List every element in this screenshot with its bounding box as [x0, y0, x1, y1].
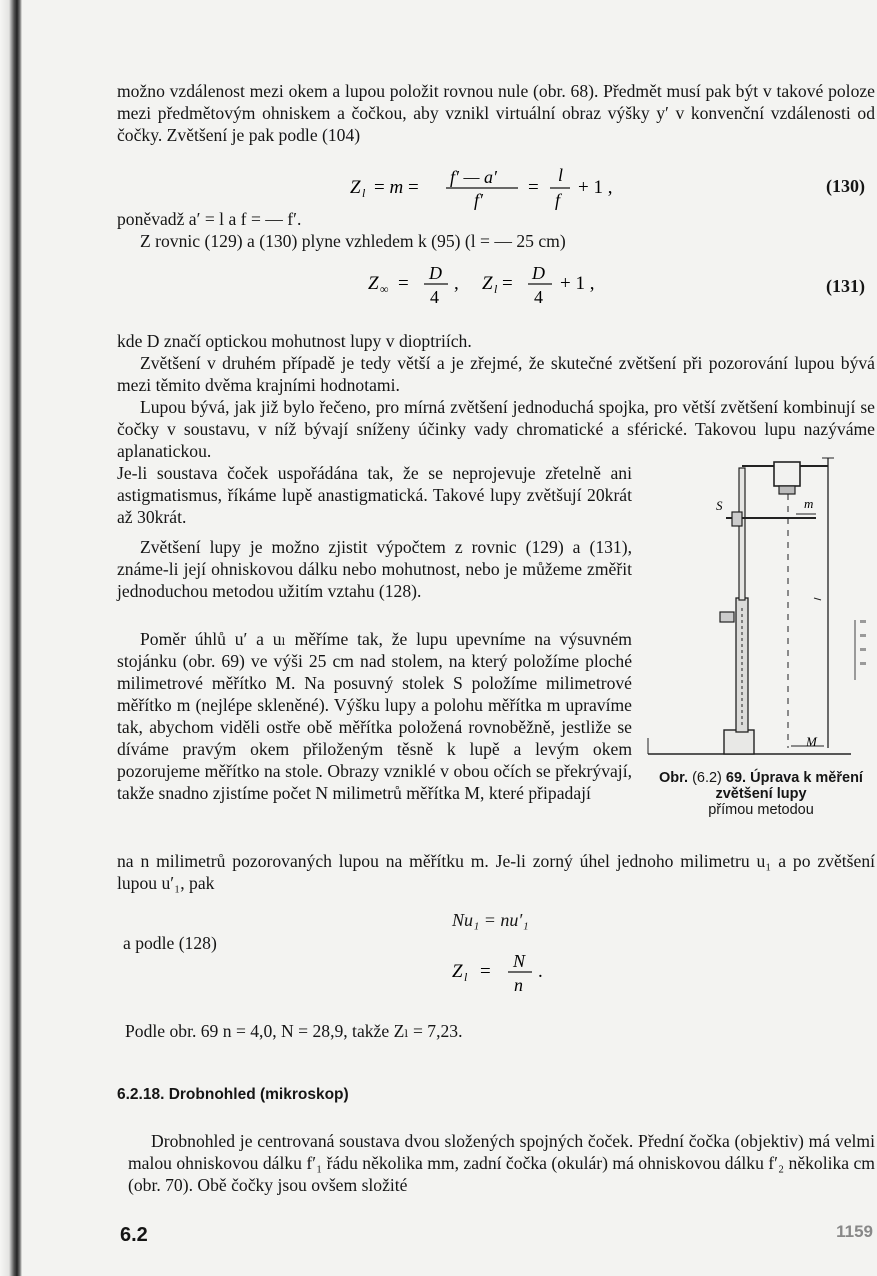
- equation-z-render: [452, 950, 572, 1000]
- svg-text:Z: Z: [452, 961, 463, 982]
- paragraph-body: kde D značí optickou mohutnost lupy v dioptriích. Zvětšení v druhém případě je tedy větší a je zřejmé, že skutečné zvětšení při pozorování lupou bývá mezi těmito dvěma krajními hodnotami. Lupou bývá, jak již bylo řečeno, pro mírná zvětšení jednoduchá spojka, pro větší zvětšení kombinují se čočky v soustavu, v níž bývají sníženy účinky vady chromatické a sférické. Takovou lupu nazýváme aplanatickou.: [117, 331, 875, 461]
- footer-section-number: 6.2: [120, 1224, 148, 1246]
- svg-text:l: l: [464, 970, 468, 984]
- svg-text:+ 1 ,: + 1 ,: [578, 177, 613, 198]
- paragraph-pomer: Poměr úhlů u′ a uₗ měříme tak, že lupu upevníme na výsuvném stojánku (obr. 69) ve výši 25 cm nad stolem, na který položíme ploché milimetrové měřítko M. Na posuvný stolek S položíme milimetrové měřítko m (nejlépe skleněné). Výšku lupy a polohu měřítka m upravíme tak, abychom viděli ostře obě měřítka položená rovnoběžně, jestliže se díváme pravým okem přiloženým těsně k lupě a levým okem pozorujeme měřítko na stole. Obrazy vzniklé v obou očích se překrývají, takže snadno zjistíme počet N milimetrů měřítka M, které připadají: [117, 629, 632, 803]
- svg-text:Z: Z: [368, 273, 379, 294]
- paragraph-pomer-cont: na n milimetrů pozorovaných lupou na měřítku m. Je-li zorný úhel jednoho milimetru u₁ a po zvětšení lupou u′₁, pak: [117, 851, 875, 893]
- label-m-large: M: [806, 734, 817, 749]
- svg-text:l: l: [558, 166, 564, 185]
- footer-page-number: 1159: [836, 1222, 873, 1241]
- svg-text:D: D: [532, 263, 545, 283]
- svg-text:=: =: [502, 273, 513, 294]
- equation-131-number: (131): [826, 276, 865, 296]
- margin-bleed: [848, 620, 877, 1020]
- svg-text:,: ,: [454, 273, 459, 294]
- paragraph-zjistit: Zvětšení lupy je možno zjistit výpočtem z rovnic (129) a (131), známe-li její ohniskovou dálku nebo mohutnost, nebo je můžeme změřit jednoduchou metodou užitím vztahu (128).: [117, 537, 632, 601]
- svg-text:+ 1 ,: + 1 ,: [560, 273, 595, 294]
- equation-131-render: [368, 262, 628, 312]
- figure-69-stand: [646, 448, 876, 768]
- svg-text:D: D: [429, 263, 442, 283]
- svg-text:Z: Z: [350, 177, 361, 198]
- paragraph-intro: možno vzdálenost mezi okem a lupou položit rovnou nule (obr. 68). Předmět musí pak být v takové poloze mezi předmětovým ohniskem a čočkou, aby vznikl virtuální obraz výšky y′ v konvenční vzdálenosti od čočky. Zvětšení je pak podle (104): [117, 81, 875, 145]
- svg-text:=: =: [528, 177, 539, 198]
- figure-69-drawing: [646, 448, 876, 768]
- label-m: m: [804, 496, 814, 511]
- svg-text:f: f: [555, 190, 561, 210]
- svg-text:l: l: [494, 282, 498, 296]
- figure-69-caption: Obr. (6.2) 69. Úprava k měření zvětšení lupy přímou metodou: [659, 770, 863, 818]
- line-podle-obr: Podle obr. 69 n = 4,0, N = 28,9, takže Zₗ = 7,23.: [125, 1021, 463, 1041]
- book-spine-shadow: [0, 0, 22, 1276]
- svg-text:N: N: [513, 951, 526, 971]
- equation-nu: Nu₁ = nu′₁: [452, 910, 529, 930]
- line-podle-128: a podle (128): [123, 933, 217, 953]
- svg-text:.: .: [538, 961, 543, 982]
- svg-text:Z: Z: [482, 273, 493, 294]
- svg-text:=: =: [480, 961, 491, 982]
- svg-text:l: l: [362, 186, 366, 200]
- label-s: S: [716, 498, 723, 513]
- svg-text:= m =: = m =: [374, 177, 419, 198]
- equation-z: [452, 950, 572, 1005]
- paragraph-anastigmat: Je-li soustava čoček uspořádána tak, že se neprojevuje zřetelně ani astigmatismus, říkáme lupě anastigmatická. Takové lupy zvětšují 20krát až 30krát.: [117, 463, 632, 527]
- svg-text:4: 4: [430, 287, 439, 307]
- equation-131: [368, 262, 628, 317]
- svg-text:4: 4: [534, 287, 543, 307]
- equation-130-number: (130): [826, 176, 865, 196]
- section-heading: 6.2.18. Drobnohled (mikroskop): [117, 1086, 349, 1103]
- svg-text:∞: ∞: [380, 282, 389, 296]
- svg-text:f′ — a′: f′ — a′: [450, 167, 497, 187]
- svg-text:n: n: [514, 975, 523, 995]
- paragraph-ponevadz: poněvadž a′ = l a f = — f′. Z rovnic (129) a (130) plyne vzhledem k (95) (l = — 25 cm): [117, 209, 566, 251]
- svg-text:=: =: [398, 273, 409, 294]
- paragraph-drobnohled: Drobnohled je centrovaná soustava dvou složených spojných čoček. Přední čočka (objektiv) má velmi malou ohniskovou dálku f′₁ řádu několika mm, zadní čočka (okulár) má ohniskovou dálku f′₂ několika cm (obr. 70). Obě čočky jsou ovšem složité: [128, 1131, 875, 1195]
- svg-text:f′: f′: [474, 190, 483, 210]
